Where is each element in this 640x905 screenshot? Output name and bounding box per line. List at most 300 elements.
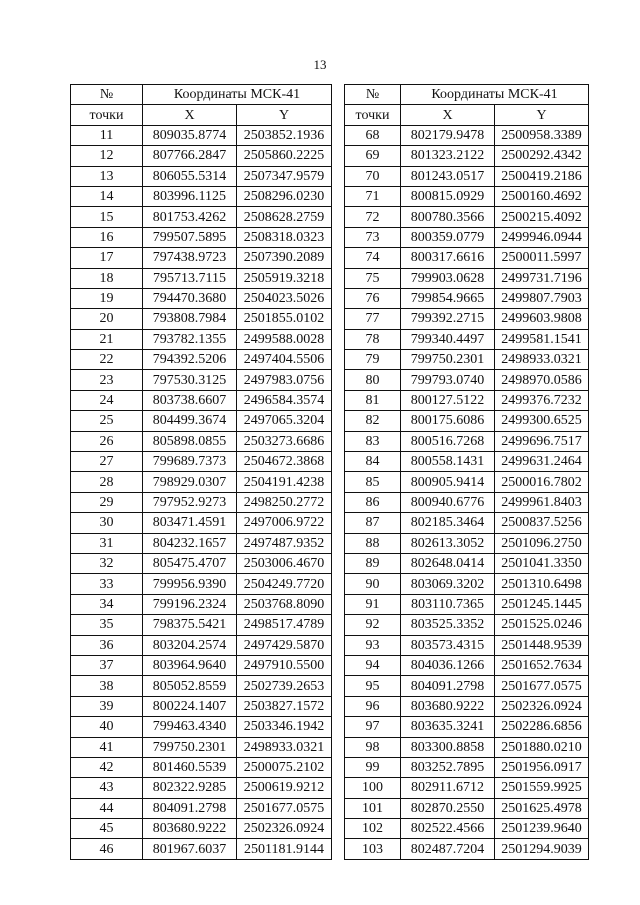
table-row — [71, 778, 332, 798]
point-number-cell: 39 — [71, 696, 143, 716]
y-coordinate-cell: 2508628.2759 — [237, 207, 332, 227]
table-row — [345, 146, 589, 166]
y-coordinate-cell: 2499731.7196 — [495, 268, 589, 288]
point-number-cell: 25 — [71, 411, 143, 431]
point-number-cell: 27 — [71, 452, 143, 472]
table-row — [71, 819, 332, 839]
y-coordinate-cell: 2500075.2102 — [237, 757, 332, 777]
y-coordinate-cell: 2499961.8403 — [495, 492, 589, 512]
x-coordinate-cell: 800780.3566 — [401, 207, 495, 227]
point-number-cell: 11 — [71, 125, 143, 145]
x-coordinate-cell: 800127.5122 — [401, 390, 495, 410]
point-number-cell: 36 — [71, 635, 143, 655]
y-coordinate-cell: 2508296.0230 — [237, 186, 332, 206]
table-row — [71, 309, 332, 329]
coordinates-table-left — [70, 84, 332, 860]
x-coordinate-cell: 802648.0414 — [401, 553, 495, 573]
x-coordinate-cell: 800359.0779 — [401, 227, 495, 247]
header-y: Y — [495, 105, 589, 125]
point-number-cell: 12 — [71, 146, 143, 166]
y-coordinate-cell: 2501310.6498 — [495, 574, 589, 594]
y-coordinate-cell: 2497910.5500 — [237, 655, 332, 675]
point-number-cell: 32 — [71, 553, 143, 573]
y-coordinate-cell: 2500837.5256 — [495, 513, 589, 533]
y-coordinate-cell: 2499376.7232 — [495, 390, 589, 410]
x-coordinate-cell: 799196.2324 — [143, 594, 237, 614]
x-coordinate-cell: 794392.5206 — [143, 350, 237, 370]
point-number-cell: 81 — [345, 390, 401, 410]
point-number-cell: 20 — [71, 309, 143, 329]
y-coordinate-cell: 2500419.2186 — [495, 166, 589, 186]
x-coordinate-cell: 799463.4340 — [143, 717, 237, 737]
table-row — [345, 778, 589, 798]
y-coordinate-cell: 2507347.9579 — [237, 166, 332, 186]
y-coordinate-cell: 2496584.3574 — [237, 390, 332, 410]
y-coordinate-cell: 2501880.0210 — [495, 737, 589, 757]
point-number-cell: 93 — [345, 635, 401, 655]
y-coordinate-cell: 2505860.2225 — [237, 146, 332, 166]
table-row — [71, 492, 332, 512]
y-coordinate-cell: 2498933.0321 — [495, 350, 589, 370]
table-row — [71, 655, 332, 675]
x-coordinate-cell: 804499.3674 — [143, 411, 237, 431]
y-coordinate-cell: 2502286.6856 — [495, 717, 589, 737]
point-number-cell: 89 — [345, 553, 401, 573]
table-row — [71, 390, 332, 410]
point-number-cell: 70 — [345, 166, 401, 186]
x-coordinate-cell: 799340.4497 — [401, 329, 495, 349]
table-row — [71, 411, 332, 431]
x-coordinate-cell: 799750.2301 — [401, 350, 495, 370]
x-coordinate-cell: 799507.5895 — [143, 227, 237, 247]
header-y: Y — [237, 105, 332, 125]
table-row — [345, 411, 589, 431]
table-row — [71, 227, 332, 247]
x-coordinate-cell: 805475.4707 — [143, 553, 237, 573]
point-number-cell: 21 — [71, 329, 143, 349]
y-coordinate-cell: 2504191.4238 — [237, 472, 332, 492]
y-coordinate-cell: 2500011.5997 — [495, 248, 589, 268]
table-row — [345, 615, 589, 635]
x-coordinate-cell: 799750.2301 — [143, 737, 237, 757]
table-row — [345, 676, 589, 696]
y-coordinate-cell: 2499696.7517 — [495, 431, 589, 451]
point-number-cell: 26 — [71, 431, 143, 451]
y-coordinate-cell: 2500016.7802 — [495, 472, 589, 492]
table-row — [345, 370, 589, 390]
y-coordinate-cell: 2501625.4978 — [495, 798, 589, 818]
point-number-cell: 69 — [345, 146, 401, 166]
x-coordinate-cell: 803300.8858 — [401, 737, 495, 757]
page-number: 13 — [313, 57, 327, 72]
y-coordinate-cell: 2499603.9808 — [495, 309, 589, 329]
header-x: X — [401, 105, 495, 125]
point-number-cell: 88 — [345, 533, 401, 553]
point-number-cell: 37 — [71, 655, 143, 675]
table-row — [345, 492, 589, 512]
x-coordinate-cell: 799903.0628 — [401, 268, 495, 288]
table-row — [345, 839, 589, 859]
point-number-cell: 101 — [345, 798, 401, 818]
point-number-cell: 46 — [71, 839, 143, 859]
x-coordinate-cell: 803471.4591 — [143, 513, 237, 533]
point-number-cell: 84 — [345, 452, 401, 472]
x-coordinate-cell: 805898.0855 — [143, 431, 237, 451]
x-coordinate-cell: 802322.9285 — [143, 778, 237, 798]
x-coordinate-cell: 803204.2574 — [143, 635, 237, 655]
point-number-cell: 97 — [345, 717, 401, 737]
x-coordinate-cell: 803635.3241 — [401, 717, 495, 737]
y-coordinate-cell: 2503827.1572 — [237, 696, 332, 716]
table-row — [71, 615, 332, 635]
point-number-cell: 16 — [71, 227, 143, 247]
point-number-cell: 33 — [71, 574, 143, 594]
point-number-cell: 77 — [345, 309, 401, 329]
y-coordinate-cell: 2501096.2750 — [495, 533, 589, 553]
y-coordinate-cell: 2499631.2464 — [495, 452, 589, 472]
table-row — [71, 288, 332, 308]
x-coordinate-cell: 803996.1125 — [143, 186, 237, 206]
table-row — [71, 737, 332, 757]
table-row — [345, 207, 589, 227]
point-number-cell: 22 — [71, 350, 143, 370]
x-coordinate-cell: 803680.9222 — [143, 819, 237, 839]
table-row — [345, 125, 589, 145]
point-number-cell: 34 — [71, 594, 143, 614]
header-x: X — [143, 105, 237, 125]
table-row — [345, 431, 589, 451]
x-coordinate-cell: 804232.1657 — [143, 533, 237, 553]
point-number-cell: 71 — [345, 186, 401, 206]
y-coordinate-cell: 2504023.5026 — [237, 288, 332, 308]
coordinates-table-right — [344, 84, 589, 860]
point-number-cell: 94 — [345, 655, 401, 675]
y-coordinate-cell: 2501239.9640 — [495, 819, 589, 839]
point-number-cell: 99 — [345, 757, 401, 777]
x-coordinate-cell: 802911.6712 — [401, 778, 495, 798]
point-number-cell: 35 — [71, 615, 143, 635]
y-coordinate-cell: 2500619.9212 — [237, 778, 332, 798]
x-coordinate-cell: 801243.0517 — [401, 166, 495, 186]
point-number-cell: 82 — [345, 411, 401, 431]
point-number-cell: 78 — [345, 329, 401, 349]
y-coordinate-cell: 2507390.2089 — [237, 248, 332, 268]
table-body-left — [71, 125, 332, 859]
point-number-cell: 86 — [345, 492, 401, 512]
x-coordinate-cell: 801460.5539 — [143, 757, 237, 777]
x-coordinate-cell: 793808.7984 — [143, 309, 237, 329]
y-coordinate-cell: 2503273.6686 — [237, 431, 332, 451]
table-row — [71, 350, 332, 370]
table-row — [71, 676, 332, 696]
y-coordinate-cell: 2504249.7720 — [237, 574, 332, 594]
table-row — [345, 553, 589, 573]
table-row — [71, 798, 332, 818]
x-coordinate-cell: 805052.8559 — [143, 676, 237, 696]
table-row — [71, 553, 332, 573]
y-coordinate-cell: 2501677.0575 — [237, 798, 332, 818]
y-coordinate-cell: 2501525.0246 — [495, 615, 589, 635]
x-coordinate-cell: 802179.9478 — [401, 125, 495, 145]
y-coordinate-cell: 2501041.3350 — [495, 553, 589, 573]
point-number-cell: 76 — [345, 288, 401, 308]
table-row — [71, 635, 332, 655]
y-coordinate-cell: 2503346.1942 — [237, 717, 332, 737]
point-number-cell: 31 — [71, 533, 143, 553]
point-number-cell: 85 — [345, 472, 401, 492]
table-row — [345, 717, 589, 737]
table-row — [345, 309, 589, 329]
y-coordinate-cell: 2499300.6525 — [495, 411, 589, 431]
table-row — [71, 452, 332, 472]
point-number-cell: 90 — [345, 574, 401, 594]
x-coordinate-cell: 798929.0307 — [143, 472, 237, 492]
x-coordinate-cell: 807766.2847 — [143, 146, 237, 166]
table-row — [71, 370, 332, 390]
x-coordinate-cell: 804091.2798 — [143, 798, 237, 818]
x-coordinate-cell: 799689.7373 — [143, 452, 237, 472]
x-coordinate-cell: 802522.4566 — [401, 819, 495, 839]
y-coordinate-cell: 2497404.5506 — [237, 350, 332, 370]
y-coordinate-cell: 2501448.9539 — [495, 635, 589, 655]
header-point-label: точки — [345, 105, 401, 125]
point-number-cell: 91 — [345, 594, 401, 614]
table-row — [345, 737, 589, 757]
x-coordinate-cell: 804091.2798 — [401, 676, 495, 696]
table-row — [71, 513, 332, 533]
x-coordinate-cell: 806055.5314 — [143, 166, 237, 186]
table-row — [345, 655, 589, 675]
x-coordinate-cell: 797530.3125 — [143, 370, 237, 390]
x-coordinate-cell: 802487.7204 — [401, 839, 495, 859]
header-point-number: № — [345, 85, 401, 105]
y-coordinate-cell: 2504672.3868 — [237, 452, 332, 472]
x-coordinate-cell: 800905.9414 — [401, 472, 495, 492]
point-number-cell: 30 — [71, 513, 143, 533]
table-row — [71, 431, 332, 451]
table-row — [345, 248, 589, 268]
point-number-cell: 79 — [345, 350, 401, 370]
x-coordinate-cell: 804036.1266 — [401, 655, 495, 675]
x-coordinate-cell: 799956.9390 — [143, 574, 237, 594]
point-number-cell: 98 — [345, 737, 401, 757]
table-row — [71, 696, 332, 716]
x-coordinate-cell: 799854.9665 — [401, 288, 495, 308]
point-number-cell: 14 — [71, 186, 143, 206]
x-coordinate-cell: 794470.3680 — [143, 288, 237, 308]
point-number-cell: 96 — [345, 696, 401, 716]
table-row — [71, 248, 332, 268]
point-number-cell: 40 — [71, 717, 143, 737]
x-coordinate-cell: 803573.4315 — [401, 635, 495, 655]
y-coordinate-cell: 2502326.0924 — [237, 819, 332, 839]
x-coordinate-cell: 800516.7268 — [401, 431, 495, 451]
y-coordinate-cell: 2501677.0575 — [495, 676, 589, 696]
y-coordinate-cell: 2499588.0028 — [237, 329, 332, 349]
table-row — [71, 125, 332, 145]
x-coordinate-cell: 802185.3464 — [401, 513, 495, 533]
y-coordinate-cell: 2499946.0944 — [495, 227, 589, 247]
point-number-cell: 18 — [71, 268, 143, 288]
x-coordinate-cell: 800224.1407 — [143, 696, 237, 716]
y-coordinate-cell: 2502739.2653 — [237, 676, 332, 696]
header-point-label: точки — [71, 105, 143, 125]
table-row — [71, 472, 332, 492]
y-coordinate-cell: 2501559.9925 — [495, 778, 589, 798]
point-number-cell: 102 — [345, 819, 401, 839]
y-coordinate-cell: 2508318.0323 — [237, 227, 332, 247]
y-coordinate-cell: 2497429.5870 — [237, 635, 332, 655]
header-coordinates-title: Координаты МСК-41 — [401, 85, 589, 105]
x-coordinate-cell: 802613.3052 — [401, 533, 495, 553]
point-number-cell: 95 — [345, 676, 401, 696]
table-row — [345, 533, 589, 553]
x-coordinate-cell: 799793.0740 — [401, 370, 495, 390]
table-row — [345, 166, 589, 186]
x-coordinate-cell: 797952.9273 — [143, 492, 237, 512]
y-coordinate-cell: 2498933.0321 — [237, 737, 332, 757]
y-coordinate-cell: 2503852.1936 — [237, 125, 332, 145]
table-row — [345, 819, 589, 839]
x-coordinate-cell: 803252.7895 — [401, 757, 495, 777]
y-coordinate-cell: 2500160.4692 — [495, 186, 589, 206]
table-body-right — [345, 125, 589, 859]
x-coordinate-cell: 809035.8774 — [143, 125, 237, 145]
table-row — [345, 635, 589, 655]
x-coordinate-cell: 798375.5421 — [143, 615, 237, 635]
point-number-cell: 19 — [71, 288, 143, 308]
x-coordinate-cell: 800940.6776 — [401, 492, 495, 512]
y-coordinate-cell: 2499807.7903 — [495, 288, 589, 308]
y-coordinate-cell: 2498970.0586 — [495, 370, 589, 390]
point-number-cell: 15 — [71, 207, 143, 227]
point-number-cell: 29 — [71, 492, 143, 512]
y-coordinate-cell: 2501245.1445 — [495, 594, 589, 614]
point-number-cell: 80 — [345, 370, 401, 390]
point-number-cell: 87 — [345, 513, 401, 533]
y-coordinate-cell: 2501652.7634 — [495, 655, 589, 675]
table-row — [71, 757, 332, 777]
x-coordinate-cell: 803069.3202 — [401, 574, 495, 594]
y-coordinate-cell: 2501294.9039 — [495, 839, 589, 859]
point-number-cell: 41 — [71, 737, 143, 757]
y-coordinate-cell: 2501855.0102 — [237, 309, 332, 329]
point-number-cell: 44 — [71, 798, 143, 818]
x-coordinate-cell: 802870.2550 — [401, 798, 495, 818]
point-number-cell: 24 — [71, 390, 143, 410]
y-coordinate-cell: 2503006.4670 — [237, 553, 332, 573]
x-coordinate-cell: 801967.6037 — [143, 839, 237, 859]
point-number-cell: 74 — [345, 248, 401, 268]
table-row — [345, 350, 589, 370]
table-row — [345, 329, 589, 349]
table-row — [71, 533, 332, 553]
x-coordinate-cell: 800317.6616 — [401, 248, 495, 268]
x-coordinate-cell: 800558.1431 — [401, 452, 495, 472]
y-coordinate-cell: 2497983.0756 — [237, 370, 332, 390]
point-number-cell: 17 — [71, 248, 143, 268]
point-number-cell: 100 — [345, 778, 401, 798]
point-number-cell: 42 — [71, 757, 143, 777]
point-number-cell: 83 — [345, 431, 401, 451]
table-row — [71, 186, 332, 206]
point-number-cell: 75 — [345, 268, 401, 288]
table-row — [345, 227, 589, 247]
y-coordinate-cell: 2501956.0917 — [495, 757, 589, 777]
table-row — [71, 268, 332, 288]
point-number-cell: 45 — [71, 819, 143, 839]
point-number-cell: 28 — [71, 472, 143, 492]
x-coordinate-cell: 801323.2122 — [401, 146, 495, 166]
header-coordinates-title: Координаты МСК-41 — [143, 85, 332, 105]
table-row — [345, 472, 589, 492]
point-number-cell: 43 — [71, 778, 143, 798]
point-number-cell: 23 — [71, 370, 143, 390]
table-row — [71, 166, 332, 186]
table-row — [71, 574, 332, 594]
y-coordinate-cell: 2499581.1541 — [495, 329, 589, 349]
y-coordinate-cell: 2498517.4789 — [237, 615, 332, 635]
point-number-cell: 103 — [345, 839, 401, 859]
x-coordinate-cell: 803680.9222 — [401, 696, 495, 716]
x-coordinate-cell: 803110.7365 — [401, 594, 495, 614]
x-coordinate-cell: 803738.6607 — [143, 390, 237, 410]
y-coordinate-cell: 2503768.8090 — [237, 594, 332, 614]
point-number-cell: 13 — [71, 166, 143, 186]
y-coordinate-cell: 2500958.3389 — [495, 125, 589, 145]
table-row — [71, 839, 332, 859]
table-row — [345, 513, 589, 533]
x-coordinate-cell: 799392.2715 — [401, 309, 495, 329]
table-row — [345, 390, 589, 410]
x-coordinate-cell: 793782.1355 — [143, 329, 237, 349]
table-row — [71, 594, 332, 614]
point-number-cell: 68 — [345, 125, 401, 145]
table-row — [71, 207, 332, 227]
table-row — [345, 798, 589, 818]
y-coordinate-cell: 2500215.4092 — [495, 207, 589, 227]
x-coordinate-cell: 800175.6086 — [401, 411, 495, 431]
table-row — [71, 329, 332, 349]
header-point-number: № — [71, 85, 143, 105]
y-coordinate-cell: 2498250.2772 — [237, 492, 332, 512]
x-coordinate-cell: 797438.9723 — [143, 248, 237, 268]
x-coordinate-cell: 795713.7115 — [143, 268, 237, 288]
y-coordinate-cell: 2497065.3204 — [237, 411, 332, 431]
table-row — [345, 186, 589, 206]
point-number-cell: 73 — [345, 227, 401, 247]
table-row — [345, 288, 589, 308]
table-row — [345, 696, 589, 716]
y-coordinate-cell: 2502326.0924 — [495, 696, 589, 716]
table-row — [345, 757, 589, 777]
point-number-cell: 38 — [71, 676, 143, 696]
point-number-cell: 72 — [345, 207, 401, 227]
table-row — [345, 452, 589, 472]
point-number-cell: 92 — [345, 615, 401, 635]
y-coordinate-cell: 2500292.4342 — [495, 146, 589, 166]
table-row — [71, 146, 332, 166]
table-row — [345, 594, 589, 614]
x-coordinate-cell: 801753.4262 — [143, 207, 237, 227]
x-coordinate-cell: 803964.9640 — [143, 655, 237, 675]
y-coordinate-cell: 2501181.9144 — [237, 839, 332, 859]
table-row — [345, 574, 589, 594]
y-coordinate-cell: 2505919.3218 — [237, 268, 332, 288]
x-coordinate-cell: 803525.3352 — [401, 615, 495, 635]
table-row — [345, 268, 589, 288]
table-row — [71, 717, 332, 737]
